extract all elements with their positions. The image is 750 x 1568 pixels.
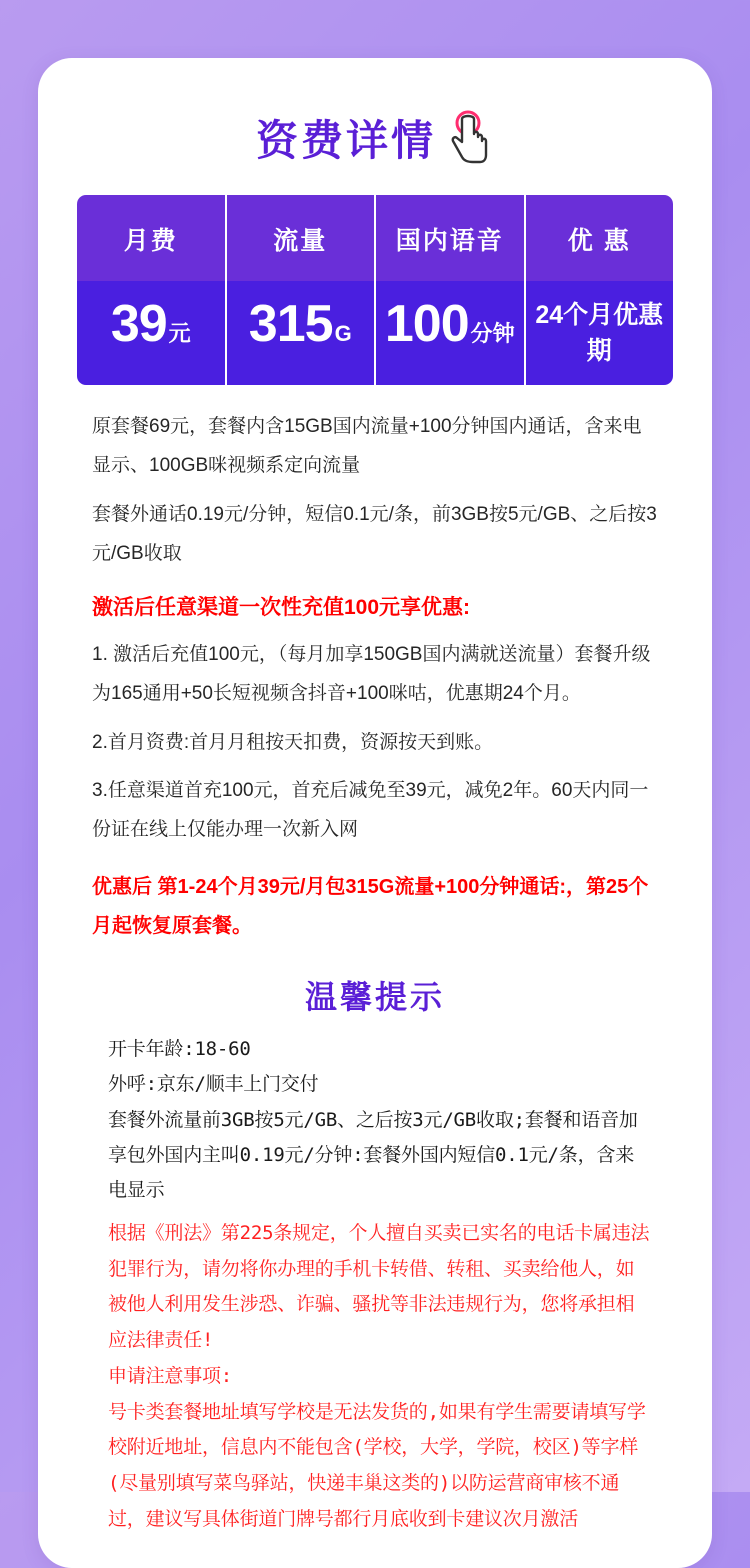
data-value: 315 bbox=[248, 295, 333, 353]
tip-application-note-body: 号卡类套餐地址填写学校是无法发货的,如果有学生需要请填写学校附近地址，信息内不能包含(学校，大学，学院，校区)等字样(尽量别填写菜鸟驿站，快递丰巢这类的)以防运营商审核不通过，建议写具体街道门牌号都行月底收到卡建议次月激活 bbox=[108, 1400, 646, 1530]
detail-item-1: 1. 激活后充值100元，（每月加享150GB国内满就送流量）套餐升级为165通用+50长短视频含抖音+100咪咕，优惠期24个月。 bbox=[92, 643, 651, 704]
tips-block bbox=[38, 1032, 712, 1537]
rate-cell-monthly-fee bbox=[77, 281, 227, 385]
tip-age: 开卡年龄:18-60 bbox=[108, 1038, 251, 1061]
tips-title: 温馨提示 bbox=[304, 978, 445, 1017]
rate-col-header-promo: 优 惠 bbox=[526, 195, 674, 281]
monthly-fee-value: 39 bbox=[110, 295, 167, 353]
page-title bbox=[38, 108, 712, 168]
rate-cell-promo: 24个月优惠期 bbox=[526, 281, 674, 385]
voice-unit: 分钟 bbox=[470, 321, 515, 346]
detail-out-of-bundle: 套餐外通话0.19元/分钟，短信0.1元/条，前3GB按5元/GB、之后按3元/GB收取 bbox=[92, 503, 657, 564]
rate-col-header-monthly-fee: 月费 bbox=[77, 195, 227, 281]
detail-summary: 优惠后 第1-24个月39元/月包315G流量+100分钟通话:，第25个月起恢复原套餐。 bbox=[92, 876, 649, 938]
voice-value: 100 bbox=[384, 295, 469, 353]
data-unit: G bbox=[334, 321, 352, 346]
rate-table-value-row bbox=[77, 281, 673, 385]
rate-col-header-voice: 国内语音 bbox=[376, 195, 526, 281]
tip-delivery: 外呼:京东/顺丰上门交付 bbox=[108, 1073, 319, 1096]
content-card bbox=[38, 58, 712, 1568]
hand-pointer-icon bbox=[442, 109, 494, 167]
rate-table bbox=[76, 194, 674, 386]
plan-details bbox=[38, 408, 712, 946]
rate-cell-voice bbox=[376, 281, 526, 385]
tips-divider bbox=[108, 1208, 650, 1216]
detail-item-2: 2.首月资费:首月月租按天扣费，资源按天到账。 bbox=[92, 731, 494, 753]
detail-recharge-highlight: 激活后任意渠道一次性充值100元享优惠: bbox=[92, 595, 471, 619]
tip-legal-warning: 根据《刑法》第225条规定，个人擅自买卖已实名的电话卡属违法犯罪行为，请勿将你办理的手机卡转借、转租、买卖给他人，如被他人利用发生涉恐、诈骗、骚扰等非法违规行为，您将承担相应法律责任! bbox=[108, 1222, 650, 1352]
monthly-fee-unit: 元 bbox=[168, 321, 191, 346]
rate-cell-data bbox=[227, 281, 377, 385]
rate-col-header-data: 流量 bbox=[227, 195, 377, 281]
tip-application-note-title: 申请注意事项: bbox=[108, 1364, 233, 1387]
page-title-text: 资费详情 bbox=[255, 116, 436, 165]
detail-original-plan: 原套餐69元，套餐内含15GB国内流量+100分钟国内通话，含来电显示、100GB咪视频系定向流量 bbox=[92, 416, 642, 476]
detail-item-3: 3.任意渠道首充100元，首充后减免至39元，减免2年。60天内同一份证在线上仅能办理一次新入网 bbox=[92, 780, 649, 841]
tip-out-of-bundle: 套餐外流量前3GB按5元/GB、之后按3元/GB收取;套餐和语音加享包外国内主叫0.19元/分钟:套餐外国内短信0.1元/条，含来电显示 bbox=[108, 1108, 638, 1201]
rate-table-header-row bbox=[77, 195, 673, 281]
